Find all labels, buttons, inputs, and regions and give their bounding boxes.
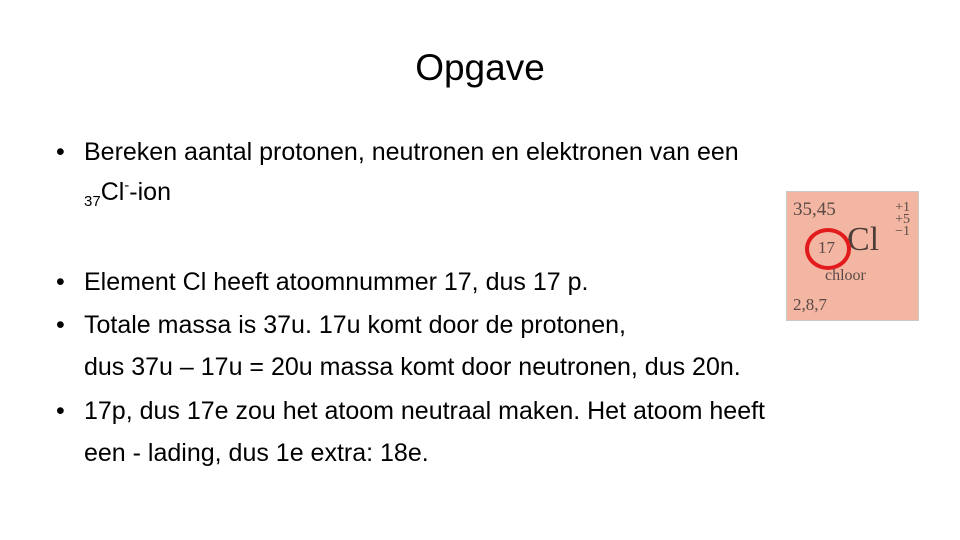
slide-title: Opgave: [415, 47, 545, 88]
atomic-number: 17: [818, 238, 835, 257]
oxidation-state: +1: [895, 200, 910, 215]
bullet-text: Element Cl heeft atoomnummer 17, dus 17 p.: [84, 268, 589, 296]
charge-superscript: -: [124, 177, 130, 194]
oxidation-states: [895, 202, 910, 238]
isotope-notation: [84, 176, 171, 212]
bullet-marker: •: [56, 138, 65, 166]
bullet-marker: •: [56, 311, 65, 339]
electron-configuration: 2,8,7: [793, 295, 827, 314]
element-symbol: Cl: [847, 221, 880, 258]
oxidation-state: +5: [895, 212, 910, 227]
bullet-marker: •: [56, 397, 65, 425]
bullet-marker: •: [56, 268, 65, 296]
bullet-text-continued: dus 37u – 17u = 20u massa komt door neutronen, dus 20n.: [84, 353, 741, 381]
bullet-text-continued: een - lading, dus 1e extra: 18e.: [84, 439, 429, 467]
bullet-text: Totale massa is 37u. 17u komt door de protonen,: [84, 311, 626, 339]
bullet-text: 17p, dus 17e zou het atoom neutraal maken. Het atoom heeft: [84, 397, 765, 425]
mass-number-subscript: 37: [84, 193, 101, 210]
atomic-mass: 35,45: [793, 199, 836, 220]
highlight-circle: [805, 228, 851, 270]
ion-suffix: -ion: [129, 178, 171, 206]
bullet-text: Bereken aantal protonen, neutronen en elektronen van een: [84, 138, 739, 166]
element-symbol-text: Cl: [100, 178, 125, 206]
element-name: chloor: [825, 267, 866, 284]
periodic-element-tile: [786, 191, 919, 321]
oxidation-state: −1: [895, 224, 910, 239]
